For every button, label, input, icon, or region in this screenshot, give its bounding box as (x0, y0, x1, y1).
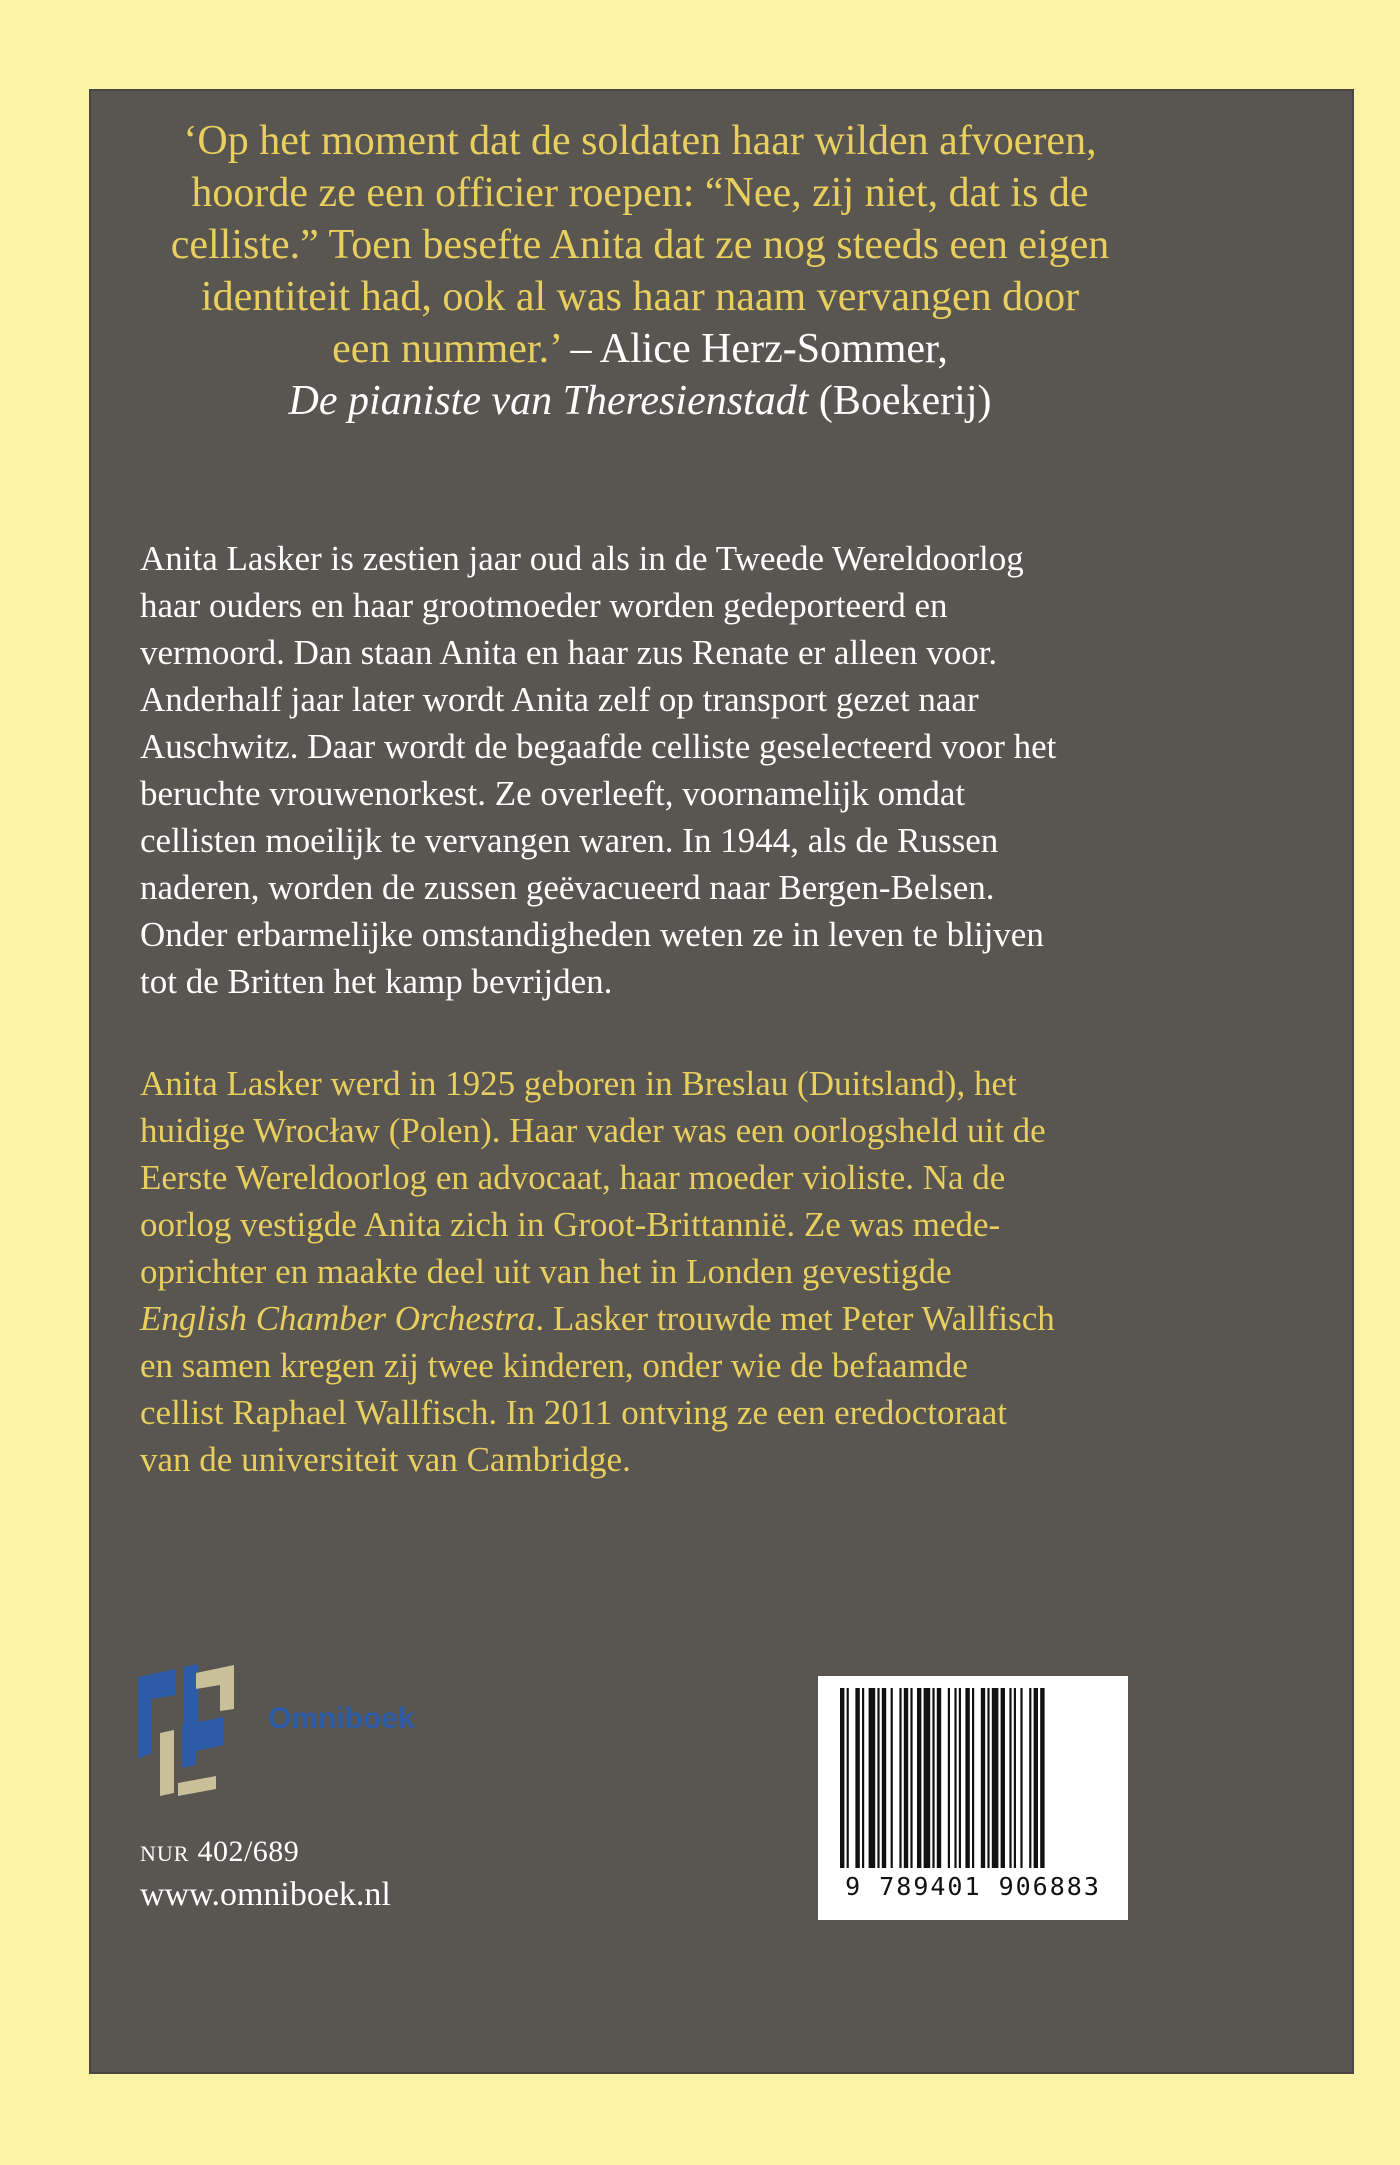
barcode-bar (917, 1688, 921, 1868)
barcode-bar (855, 1688, 859, 1868)
bio-line-rest: . Lasker trouwde met Peter Wallfisch (535, 1299, 1055, 1338)
author-bio (140, 1060, 1140, 1483)
quote-line (140, 323, 1140, 375)
barcode-bar (1020, 1688, 1022, 1868)
bio-line: cellist Raphael Wallfisch. In 2011 ontving ze een eredoctoraat (140, 1393, 1008, 1432)
barcode-bars (818, 1676, 1128, 1876)
summary-line: Anita Lasker is zestien jaar oud als in de Tweede Wereldoorlog (140, 539, 1024, 578)
bio-line: oorlog vestigde Anita zich in Groot-Brittannië. Ze was mede- (140, 1205, 1001, 1244)
barcode-bar (847, 1688, 849, 1868)
quote-end: een nummer.’ (332, 326, 560, 372)
barcode-bar (932, 1688, 934, 1868)
quote-line: identiteit had, ook al was haar naam vervangen door (200, 274, 1080, 320)
nur-code (140, 1835, 299, 1869)
bio-line: huidige Wrocław (Polen). Haar vader was een oorlogsheld uit de (140, 1111, 1046, 1150)
barcode-bar (899, 1688, 901, 1868)
barcode-bar (882, 1688, 886, 1868)
barcode-bar (877, 1688, 879, 1868)
barcode-bar (981, 1688, 985, 1868)
barcode-bar (862, 1688, 864, 1868)
summary-line: beruchte vrouwenorkest. Ze overleeft, voornamelijk omdat (140, 774, 966, 813)
barcode-bar (992, 1688, 999, 1868)
barcode-bar (987, 1688, 989, 1868)
barcode-bar (1009, 1688, 1011, 1868)
barcode-bar (948, 1688, 950, 1868)
summary-line: vermoord. Dan staan Anita en haar zus Renate er alleen voor. (140, 633, 998, 672)
bio-line (140, 1295, 1140, 1342)
barcode-bar (910, 1688, 912, 1868)
barcode-bar (959, 1688, 961, 1868)
summary-line: cellisten moeilijk te vervangen waren. In 1944, als de Russen (140, 821, 999, 860)
summary-line: Auschwitz. Daar wordt de begaafde celliste geselecteerd voor het (140, 727, 1057, 766)
barcode-bar (954, 1688, 956, 1868)
barcode-bar (937, 1688, 941, 1868)
bio-line: Eerste Wereldoorlog en advocaat, haar moeder violiste. Na de (140, 1158, 1006, 1197)
isbn-barcode (818, 1676, 1128, 1920)
summary-line: haar ouders en haar grootmoeder worden gedeporteerd en (140, 586, 948, 625)
barcode-bar (1040, 1688, 1044, 1868)
quote-line: ‘Op het moment dat de soldaten haar wilden afvoeren, (183, 118, 1097, 164)
bio-line: oprichter en maakte deel uit van het in Londen gevestigde (140, 1252, 952, 1291)
barcode-bar (891, 1688, 893, 1868)
summary-line: naderen, worden de zussen geëvacueerd naar Bergen-Belsen. (140, 868, 995, 907)
bio-line: en samen kregen zij twee kinderen, onder wie de befaamde (140, 1346, 968, 1385)
barcode-bar (1001, 1688, 1005, 1868)
orchestra-name: English Chamber Orchestra (140, 1299, 536, 1338)
publisher-name: Omniboek (268, 1702, 415, 1735)
summary-line: Anderhalf jaar later wordt Anita zelf op transport gezet naar (140, 680, 979, 719)
barcode-bar (924, 1688, 931, 1868)
quote-line: hoorde ze een officier roepen: “Nee, zij niet, dat is de (191, 170, 1089, 216)
nur-label: NUR (140, 1841, 190, 1866)
quote-source (140, 375, 1140, 427)
nur-value: 402/689 (189, 1835, 300, 1868)
barcode-bar (1034, 1688, 1038, 1868)
bio-line: Anita Lasker werd in 1925 geboren in Breslau (Duitsland), het (140, 1064, 1017, 1103)
summary-line: tot de Britten het kamp bevrijden. (140, 962, 613, 1001)
quote-book-title: De pianiste van Theresienstadt (288, 378, 809, 424)
barcode-bar (904, 1688, 908, 1868)
bio-line: van de universiteit van Cambridge. (140, 1440, 631, 1479)
summary-line: Onder erbarmelijke omstandigheden weten ze in leven te blijven (140, 915, 1044, 954)
quote-attribution: – Alice Herz-Sommer, (559, 326, 948, 372)
publisher-website: www.omniboek.nl (140, 1876, 391, 1913)
endorsement-quote (140, 115, 1140, 427)
barcode-bar (965, 1688, 969, 1868)
isbn-number: 9 789401 906883 (845, 1872, 1101, 1901)
barcode-bar (869, 1688, 876, 1868)
barcode-bar (840, 1688, 844, 1868)
book-summary (140, 535, 1140, 1005)
quote-line: celliste.” Toen besefte Anita dat ze nog steeds een eigen (170, 222, 1110, 268)
barcode-bar (1014, 1688, 1016, 1868)
quote-publisher: (Boekerij) (808, 378, 992, 424)
barcode-bar (1029, 1688, 1031, 1868)
barcode-bar (972, 1688, 974, 1868)
